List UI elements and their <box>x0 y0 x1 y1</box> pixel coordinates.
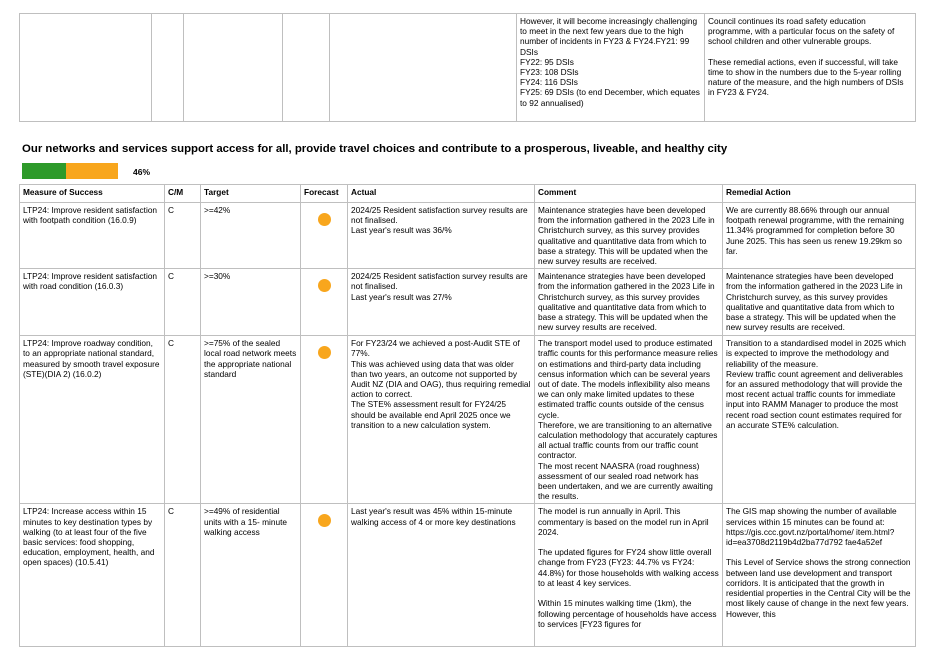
forecast-status-dot <box>318 213 331 226</box>
header-actual: Actual <box>348 185 535 203</box>
cm-cell: C <box>165 203 201 269</box>
forecast-cell <box>283 14 330 122</box>
forecast-cell <box>301 203 348 269</box>
target-cell: >=75% of the sealed local road network meets the appropriate national standard <box>201 336 301 504</box>
table-row <box>20 336 916 504</box>
cm-cell: C <box>165 269 201 336</box>
target-cell: >=49% of residential units with a 15- minute walking access <box>201 504 301 647</box>
progress-percent-label: 46% <box>133 167 151 177</box>
forecast-status-dot <box>318 514 331 527</box>
target-cell: >=30% <box>201 269 301 336</box>
comment-cell: Maintenance strategies have been developed from the information gathered in the 2023 Life in Christchurch survey, as this survey provides qualitative and quantitative data from which to base a strategy. This will be updated when the new survey results are received. <box>535 269 723 336</box>
cm-cell <box>152 14 184 122</box>
table-row <box>20 504 916 647</box>
remedial-action-cell: Maintenance strategies have been developed from the information gathered in the 2023 Life in Christchurch survey, as this survey provides qualitative and quantitative data from which to base a strategy. This will be updated when the new survey results are received. <box>723 269 916 336</box>
header-forecast: Forecast <box>301 185 348 203</box>
remedial-action-cell: The GIS map showing the number of available services within 15 minutes can be found at: https://gis.ccc.govt.nz/portal/home/ item.html?id=ea3708d2119b4d2ba77d792 fae4a52ef This Level of Service shows the strong connection between land use development and transport corridors. It is anticipated that the growth in residential properties in the Central City will be the most likely cause of change in the next few years. However, this <box>723 504 916 647</box>
comment-cell: The model is run annually in April. This commentary is based on the model run in April 2024. The updated figures for FY24 show little overall change from FY23 (FY23: 44.7% vs FY24: 44.8%) for those households with walking access to at least 4 key services. Within 15 minutes walking time (1km), the following percentage of households have access to services [FY23 figures for <box>535 504 723 647</box>
comment-cell: However, it will become increasingly challenging to meet in the next few years due to the high number of incidents in FY23 & FY24.FY21: 99 DSIs FY22: 95 DSIs FY23: 108 DSIs FY24: 116 DSIs FY25: 69 DSIs (to end December, which equates to 92 annualised) <box>517 14 705 122</box>
measures-table <box>19 184 916 647</box>
forecast-status-dot <box>318 346 331 359</box>
actual-cell <box>330 14 517 122</box>
header-cm: C/M <box>165 185 201 203</box>
remedial-action-cell: Transition to a standardised model in 2025 which is expected to improve the methodology and reliability of the measure. Review traffic count agreement and deliverables for an assured methodology that will provide the most recent actual traffic counts for immediate input into RAMM Manager to produce the most recent road section count estimates required for an accurate STE% calculation. <box>723 336 916 504</box>
target-cell <box>184 14 283 122</box>
forecast-cell <box>301 504 348 647</box>
measure-cell <box>20 14 152 122</box>
table-row <box>20 203 916 269</box>
progress-achieved-segment <box>22 163 66 179</box>
measure-cell: LTP24: Improve resident satisfaction with road condition (16.0.3) <box>20 269 165 336</box>
comment-cell: The transport model used to produce estimated traffic counts for this performance measure relies on estimations and third-party data including census information which can be several years out of date. The models inflexibility also means we can only make limited updates to these estimated traffic counts outside of the census cycle. Therefore, we are transitioning to an alternative calculation methodology that accurately captures all actual traffic counts from our traffic count contractor. The most recent NAASRA (road roughness) assessment of our sealed road network has been undertaken, and we are currently awaiting the results. <box>535 336 723 504</box>
actual-cell: 2024/25 Resident satisfaction survey results are not finalised. Last year's result was 36/% <box>348 203 535 269</box>
table-header-row <box>20 185 916 203</box>
header-target: Target <box>201 185 301 203</box>
target-cell: >=42% <box>201 203 301 269</box>
measure-cell: LTP24: Improve roadway condition, to an appropriate national standard, measured by smooth travel exposure (STE)(DIA 2) (16.0.2) <box>20 336 165 504</box>
table-row <box>20 269 916 336</box>
comment-cell: Maintenance strategies have been developed from the information gathered in the 2023 Life in Christchurch survey, as this survey provides qualitative and quantitative data from which to base a strategy. This will be updated when the new survey results are received. <box>535 203 723 269</box>
table-row <box>20 14 916 122</box>
measure-cell: LTP24: Improve resident satisfaction with footpath condition (16.0.9) <box>20 203 165 269</box>
previous-measure-table <box>19 13 916 122</box>
actual-cell: For FY23/24 we achieved a post-Audit STE of 77%. This was achieved using data that was older than two years, an outcome not supported by Audit NZ (DIA and OAG), thus requiring remedial action to correct. The STE% assessment result for FY24/25 should be available end April 2025 once we transition to a new calculation system. <box>348 336 535 504</box>
forecast-cell <box>301 269 348 336</box>
cm-cell: C <box>165 504 201 647</box>
remedial-action-cell: Council continues its road safety education programme, with a particular focus on the safety of school children and other vulnerable groups. These remedial actions, even if successful, will take time to show in the numbers due to the 5-year rolling nature of the measure, and the high numbers of DSIs in FY23 & FY24. <box>705 14 916 122</box>
actual-cell: Last year's result was 45% within 15-minute walking access of 4 or more key destinations <box>348 504 535 647</box>
header-comment: Comment <box>535 185 723 203</box>
forecast-status-dot <box>318 279 331 292</box>
section-title: Our networks and services support access for all, provide travel choices and contribute to a prosperous, liveable, and healthy city <box>22 143 728 155</box>
remedial-action-cell: We are currently 88.66% through our annual footpath renewal programme, with the remaining 11.34% programmed for completion before 30 June 2025. This has seen us renew 19.29km so far. <box>723 203 916 269</box>
progress-bar <box>22 163 118 179</box>
measure-cell: LTP24: Increase access within 15 minutes to key destination types by walking (to at least four of the five basic services: food shopping, education, employment, health, and open spaces) (10.5.41) <box>20 504 165 647</box>
actual-cell: 2024/25 Resident satisfaction survey results are not finalised. Last year's result was 27/% <box>348 269 535 336</box>
header-remedial-action: Remedial Action <box>723 185 916 203</box>
header-measure: Measure of Success <box>20 185 165 203</box>
cm-cell: C <box>165 336 201 504</box>
forecast-cell <box>301 336 348 504</box>
progress-at-risk-segment <box>66 163 118 179</box>
